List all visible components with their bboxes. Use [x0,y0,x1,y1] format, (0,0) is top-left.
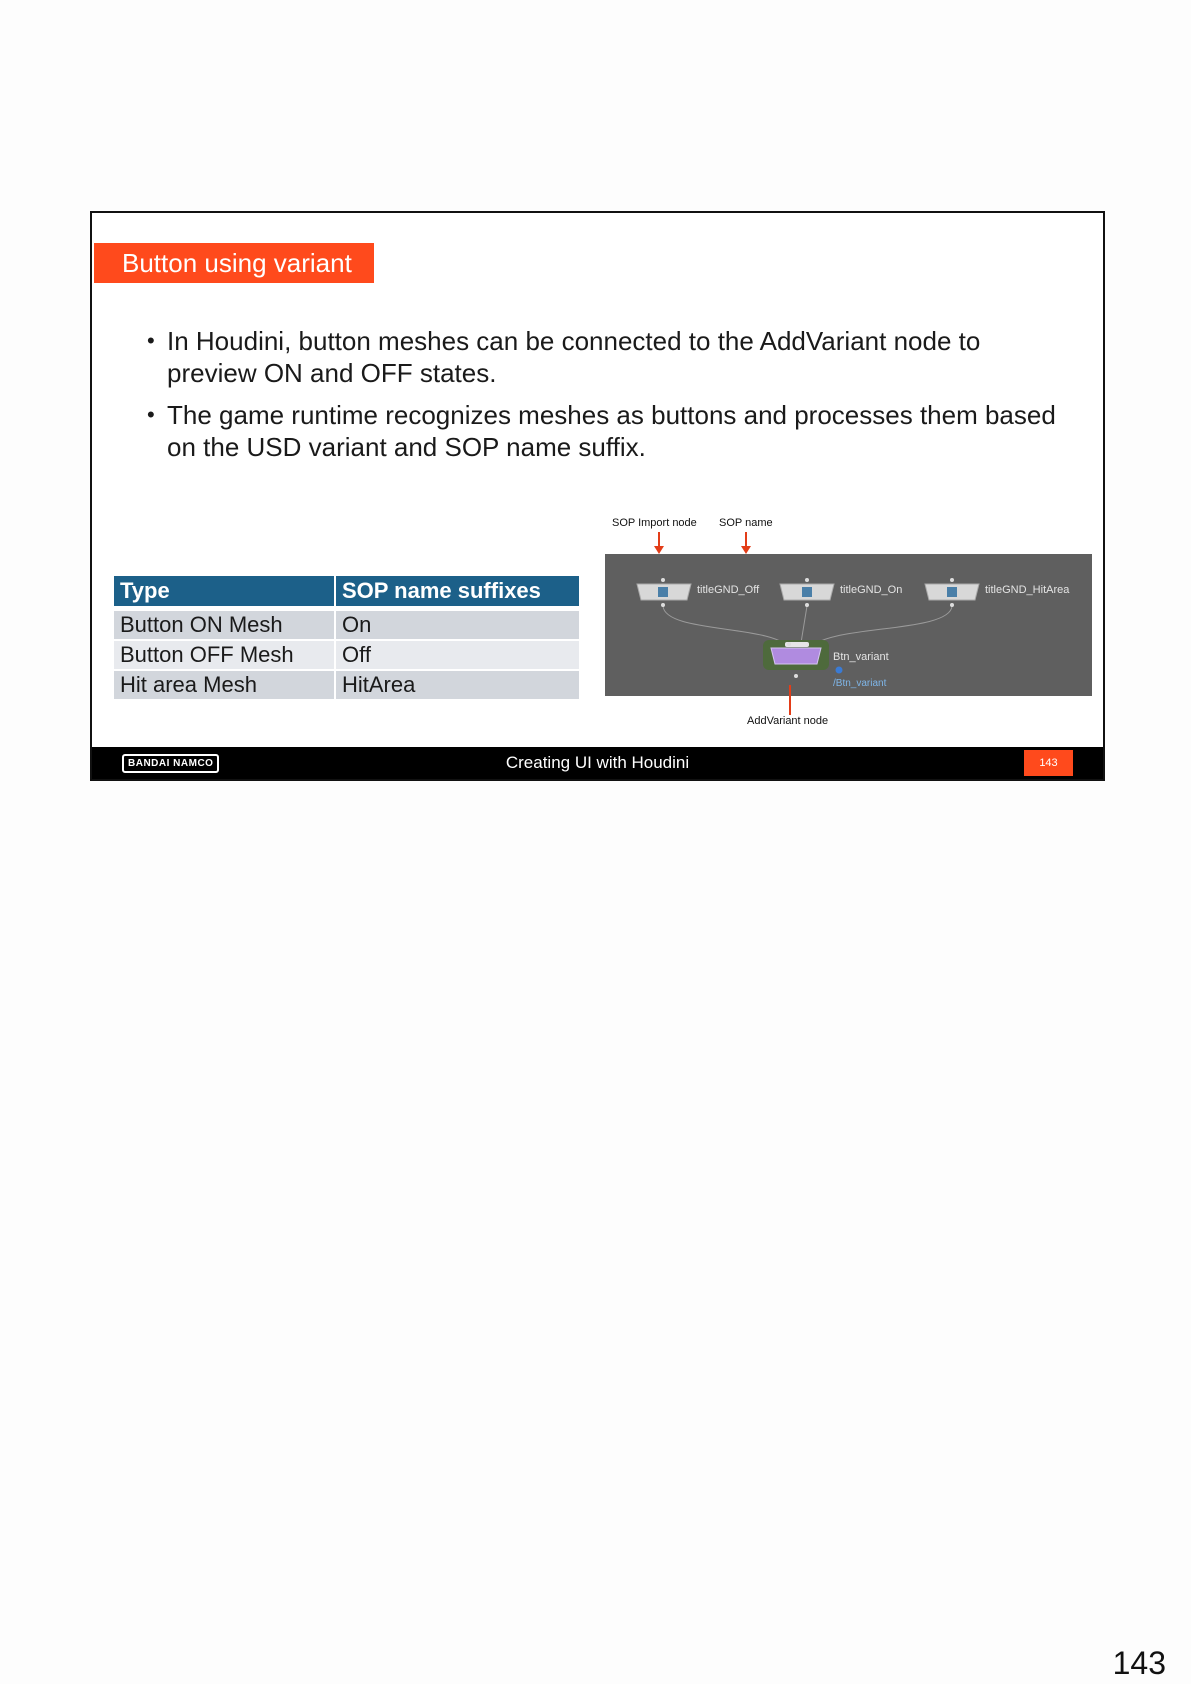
node-graph-wires [605,554,1092,696]
page-number: 143 [1112,1645,1166,1681]
table-cell: Hit area Mesh [114,671,334,699]
slide-number: 143 [1024,750,1073,776]
variant-node-path: /Btn_variant [833,678,887,689]
bullet-item: • In Houdini, button meshes can be connected to the AddVariant node to preview ON and OFF states. [147,325,1067,389]
node-graph [605,554,1092,696]
callout-sop-name: SOP name [719,517,773,529]
arrow-head-icon [741,546,751,554]
table-header-type: Type [114,576,334,609]
table-header-suffix: SOP name suffixes [336,576,579,609]
bullet-list [147,325,1067,473]
table-cell: HitArea [336,671,579,699]
callout-add-variant: AddVariant node [747,715,829,727]
table-cell: Off [336,641,579,669]
bullet-item: • The game runtime recognizes meshes as buttons and processes them based on the USD variant and SOP name suffix. [147,399,1067,463]
node-label: titleGND_HitArea [985,584,1070,596]
table-cell: Button OFF Mesh [114,641,334,669]
table-row [114,611,579,639]
table-row [114,671,579,699]
sop-import-node [925,578,979,607]
slide-footer [92,747,1103,779]
sop-import-node [637,578,691,607]
table-cell: On [336,611,579,639]
callout-arrow [789,685,791,715]
node-label: titleGND_On [840,584,903,596]
sop-import-node [780,578,834,607]
node-label: titleGND_Off [697,584,760,596]
add-variant-node [763,640,843,678]
bandai-namco-logo: BANDAI NAMCO [122,754,219,773]
arrow-head-icon [654,546,664,554]
callout-sop-import: SOP Import node [612,517,697,529]
footer-title: Creating UI with Houdini [505,753,690,772]
variant-node-label: Btn_variant [833,651,889,663]
suffix-table [112,574,581,701]
table-row [114,641,579,669]
slide [90,211,1105,781]
slide-title: Button using variant [94,243,374,283]
table-cell: Button ON Mesh [114,611,334,639]
